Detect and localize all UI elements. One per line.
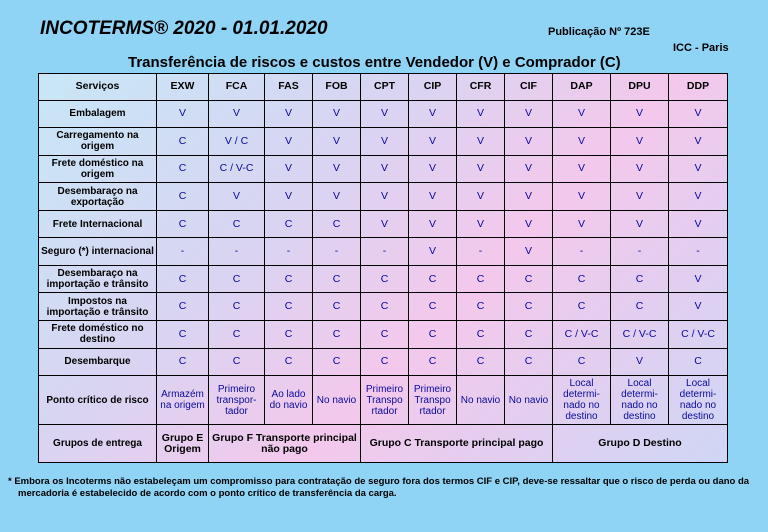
table-cell: V: [553, 183, 611, 211]
table-cell: C: [265, 293, 313, 321]
table-cell: C: [209, 348, 265, 376]
table-cell: C: [361, 348, 409, 376]
table-cell: V: [409, 155, 457, 183]
table-cell: V: [553, 155, 611, 183]
table-cell: C: [409, 321, 457, 349]
table-row: [39, 348, 728, 376]
column-header-cpt: CPT: [361, 74, 409, 101]
table-cell: -: [553, 238, 611, 266]
column-header-cip: CIP: [409, 74, 457, 101]
column-header-cif: CIF: [505, 74, 553, 101]
critical-point-cell: No navio: [313, 376, 361, 425]
table-cell: V: [669, 155, 728, 183]
table-cell: C / V-C: [209, 155, 265, 183]
table-cell: V: [505, 210, 553, 238]
row-label: Ponto crítico de risco: [39, 376, 157, 425]
table-cell: C: [157, 293, 209, 321]
table-cell: C: [313, 348, 361, 376]
table-cell: V: [553, 128, 611, 156]
table-cell: C: [209, 265, 265, 293]
table-cell: -: [157, 238, 209, 266]
table-cell: V: [157, 100, 209, 128]
table-cell: V: [409, 100, 457, 128]
table-cell: C: [505, 348, 553, 376]
table-cell: V: [669, 265, 728, 293]
table-cell: V: [361, 183, 409, 211]
table-cell: V: [265, 155, 313, 183]
table-cell: C: [361, 293, 409, 321]
publication-number: Publicação Nº 723E: [548, 26, 650, 38]
column-header-services: Serviços: [39, 74, 157, 101]
table-cell: C / V-C: [611, 321, 669, 349]
table-cell: C: [209, 293, 265, 321]
table-cell: V: [313, 183, 361, 211]
table-cell: V: [409, 128, 457, 156]
row-label: Impostos na importação e trânsito: [39, 293, 157, 321]
table-cell: C: [361, 265, 409, 293]
table-cell: C: [157, 183, 209, 211]
table-cell: V: [669, 128, 728, 156]
table-cell: V: [313, 155, 361, 183]
table-cell: C: [157, 265, 209, 293]
table-cell: C: [157, 155, 209, 183]
table-cell: V: [209, 183, 265, 211]
table-cell: C: [157, 348, 209, 376]
group-d-cell: Grupo D Destino: [553, 425, 728, 463]
footnote: [8, 476, 763, 500]
table-row: [39, 183, 728, 211]
table-cell: V: [409, 238, 457, 266]
row-label: Frete doméstico na origem: [39, 155, 157, 183]
critical-point-cell: No navio: [505, 376, 553, 425]
table-cell: C: [265, 210, 313, 238]
critical-point-row: [39, 376, 728, 425]
table-cell: V: [457, 100, 505, 128]
table-cell: V: [409, 210, 457, 238]
column-header-cfr: CFR: [457, 74, 505, 101]
table-cell: -: [209, 238, 265, 266]
table-cell: V: [669, 100, 728, 128]
table-cell: V: [361, 210, 409, 238]
table-cell: V: [505, 100, 553, 128]
table-row: [39, 321, 728, 349]
table-cell: C: [457, 348, 505, 376]
footnote-text: * Embora os Incoterms não estabeleçam um compromisso para contratação de seguro fora dos termos CIF e CIP, deve-se ressaltar que o risco de perda ou dano da mercadoria é estabelecido de acordo com o ponto crítico de transferência da carga.: [8, 476, 750, 499]
table-cell: V: [553, 100, 611, 128]
publisher-org: ICC - Paris: [673, 42, 729, 54]
critical-point-cell: Ao lado do navio: [265, 376, 313, 425]
table-cell: C: [265, 321, 313, 349]
table-cell: C: [669, 348, 728, 376]
table-cell: C: [313, 321, 361, 349]
table-cell: V: [611, 348, 669, 376]
table-cell: V / C: [209, 128, 265, 156]
table-cell: V: [265, 183, 313, 211]
table-cell: -: [313, 238, 361, 266]
table-cell: V: [505, 155, 553, 183]
table-cell: C: [505, 293, 553, 321]
table-row: [39, 238, 728, 266]
column-header-exw: EXW: [157, 74, 209, 101]
table-cell: V: [265, 100, 313, 128]
table-cell: C: [457, 321, 505, 349]
table-cell: C / V-C: [669, 321, 728, 349]
table-cell: V: [409, 183, 457, 211]
row-label: Desembaraço na exportação: [39, 183, 157, 211]
table-cell: V: [611, 183, 669, 211]
table-row: [39, 100, 728, 128]
table-cell: C: [157, 128, 209, 156]
table-cell: V: [505, 128, 553, 156]
table-cell: C / V-C: [553, 321, 611, 349]
table-cell: C: [157, 210, 209, 238]
table-cell: V: [669, 210, 728, 238]
table-cell: C: [209, 321, 265, 349]
table-cell: -: [361, 238, 409, 266]
table-cell: C: [457, 293, 505, 321]
table-cell: C: [409, 293, 457, 321]
table-cell: C: [553, 265, 611, 293]
table-cell: V: [669, 183, 728, 211]
table-cell: V: [611, 210, 669, 238]
table-cell: V: [361, 100, 409, 128]
row-label: Embalagem: [39, 100, 157, 128]
column-header-dpu: DPU: [611, 74, 669, 101]
table-cell: V: [361, 128, 409, 156]
table-row: [39, 265, 728, 293]
table-cell: C: [611, 265, 669, 293]
table-cell: V: [313, 128, 361, 156]
table-cell: C: [611, 293, 669, 321]
row-label: Carregamento na origem: [39, 128, 157, 156]
critical-point-cell: Local determi-nado no destino: [669, 376, 728, 425]
table-cell: V: [361, 155, 409, 183]
row-label: Frete Internacional: [39, 210, 157, 238]
table-cell: -: [611, 238, 669, 266]
table-cell: C: [361, 321, 409, 349]
table-cell: C: [313, 265, 361, 293]
table-cell: V: [553, 210, 611, 238]
row-label: Desembaraço na importação e trânsito: [39, 265, 157, 293]
table-cell: C: [505, 265, 553, 293]
critical-point-cell: Armazém na origem: [157, 376, 209, 425]
table-cell: V: [209, 100, 265, 128]
table-cell: C: [457, 265, 505, 293]
table-cell: V: [669, 293, 728, 321]
critical-point-cell: Primeiro transpor-tador: [209, 376, 265, 425]
table-cell: V: [611, 128, 669, 156]
row-label: Seguro (*) internacional: [39, 238, 157, 266]
table-cell: V: [505, 238, 553, 266]
table-cell: V: [457, 128, 505, 156]
table-cell: V: [313, 100, 361, 128]
row-label: Desembarque: [39, 348, 157, 376]
page-title: INCOTERMS® 2020 - 01.01.2020: [40, 18, 328, 39]
column-header-fob: FOB: [313, 74, 361, 101]
table-cell: -: [669, 238, 728, 266]
table-cell: C: [505, 321, 553, 349]
table-row: [39, 210, 728, 238]
critical-point-cell: Local determi-nado no destino: [553, 376, 611, 425]
header-row: [39, 74, 728, 101]
table-cell: V: [457, 183, 505, 211]
table-cell: C: [209, 210, 265, 238]
table-cell: C: [313, 210, 361, 238]
table-cell: C: [313, 293, 361, 321]
column-header-fas: FAS: [265, 74, 313, 101]
group-c-cell: Grupo C Transporte principal pago: [361, 425, 553, 463]
table-cell: V: [505, 183, 553, 211]
group-e-cell: Grupo E Origem: [157, 425, 209, 463]
table-cell: V: [265, 128, 313, 156]
table-cell: V: [611, 100, 669, 128]
critical-point-cell: Primeiro Transpo rtador: [409, 376, 457, 425]
table-cell: C: [157, 321, 209, 349]
column-header-fca: FCA: [209, 74, 265, 101]
critical-point-cell: Primeiro Transpo rtador: [361, 376, 409, 425]
table-cell: C: [553, 348, 611, 376]
table-cell: C: [409, 348, 457, 376]
incoterms-table: [38, 73, 728, 463]
table-cell: V: [611, 155, 669, 183]
column-header-ddp: DDP: [669, 74, 728, 101]
row-label: Grupos de entrega: [39, 425, 157, 463]
table-cell: V: [457, 210, 505, 238]
table-row: [39, 155, 728, 183]
column-header-dap: DAP: [553, 74, 611, 101]
table-cell: C: [409, 265, 457, 293]
critical-point-cell: Local determi-nado no destino: [611, 376, 669, 425]
table-row: [39, 128, 728, 156]
table-cell: V: [457, 155, 505, 183]
table-cell: -: [265, 238, 313, 266]
table-cell: C: [553, 293, 611, 321]
table-cell: C: [265, 348, 313, 376]
table-row: [39, 293, 728, 321]
critical-point-cell: No navio: [457, 376, 505, 425]
group-f-cell: Grupo F Transporte principal não pago: [209, 425, 361, 463]
table-cell: C: [265, 265, 313, 293]
delivery-groups-row: [39, 425, 728, 463]
table-subtitle: Transferência de riscos e custos entre Vendedor (V) e Comprador (C): [128, 54, 621, 71]
row-label: Frete doméstico no destino: [39, 321, 157, 349]
table-cell: -: [457, 238, 505, 266]
